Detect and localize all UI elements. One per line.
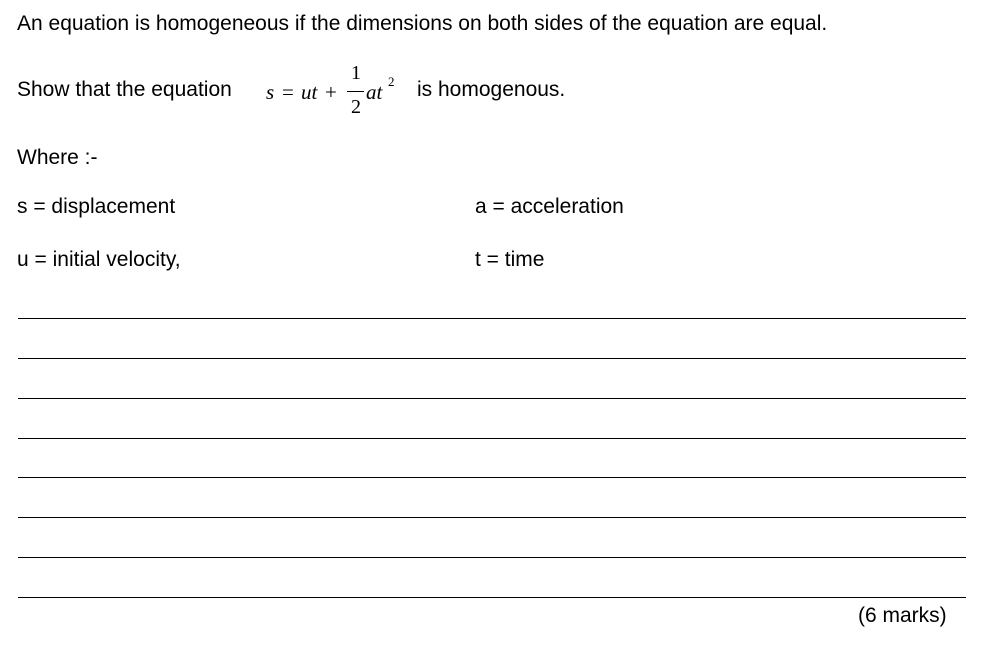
equation-lhs: s bbox=[266, 80, 275, 104]
answer-line[interactable] bbox=[18, 597, 966, 598]
definition-u: u = initial velocity, bbox=[17, 248, 181, 271]
definition-s: s = displacement bbox=[17, 195, 176, 218]
show-that-suffix: is homogenous. bbox=[417, 78, 566, 101]
definition-t: t = time bbox=[475, 248, 545, 271]
answer-line[interactable] bbox=[18, 318, 966, 319]
answer-line[interactable] bbox=[18, 557, 966, 558]
kinematics-equation bbox=[264, 62, 414, 122]
marks-label: (6 marks) bbox=[858, 604, 947, 627]
equation-term-at: at bbox=[366, 80, 383, 104]
definition-a: a = acceleration bbox=[475, 195, 624, 218]
answer-line[interactable] bbox=[18, 517, 966, 518]
equation-equals: = bbox=[282, 80, 294, 104]
where-label: Where :- bbox=[17, 146, 98, 169]
answer-line[interactable] bbox=[18, 477, 966, 478]
fraction-denominator: 2 bbox=[351, 96, 361, 118]
fraction-numerator: 1 bbox=[351, 62, 361, 84]
equation-exponent: 2 bbox=[388, 74, 395, 89]
answer-line[interactable] bbox=[18, 358, 966, 359]
answer-line[interactable] bbox=[18, 398, 966, 399]
equation-plus: + bbox=[325, 80, 337, 104]
answer-line[interactable] bbox=[18, 438, 966, 439]
equation-term-ut: ut bbox=[301, 80, 318, 104]
intro-text: An equation is homogeneous if the dimensions on both sides of the equation are equal. bbox=[17, 12, 828, 35]
fraction-bar bbox=[347, 91, 364, 92]
show-that-prefix: Show that the equation bbox=[17, 78, 232, 101]
